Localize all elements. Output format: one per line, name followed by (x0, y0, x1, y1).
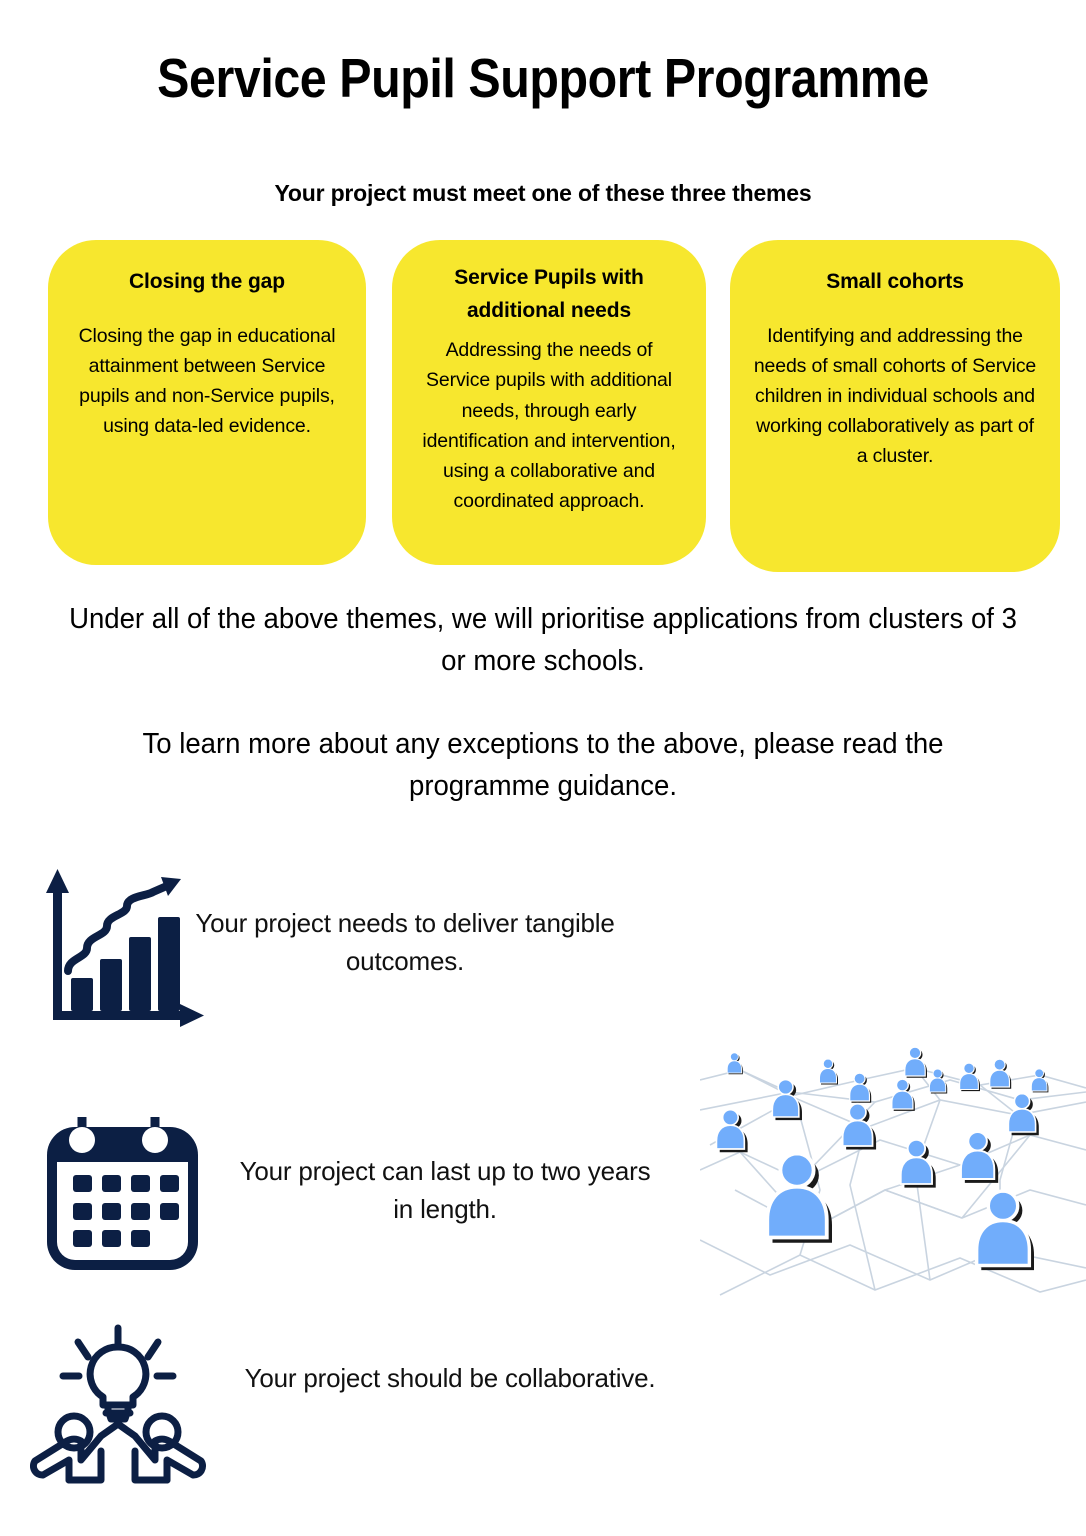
network-person-group-mid (716, 1080, 1038, 1188)
theme-cards-container (0, 240, 1086, 575)
criterion-row-duration (35, 1105, 655, 1285)
guidance-paragraph: To learn more about any exceptions to the above, please read the programme guidance. (142, 728, 944, 803)
theme-card-title: Service Pupils with additional needs (454, 266, 644, 322)
calendar-icon (35, 1105, 210, 1288)
criterion-label-outcomes: Your project needs to deliver tangible outcomes. (195, 908, 615, 976)
theme-card-title: Small cohorts (826, 270, 964, 293)
page-title: Service Pupil Support Programme (157, 47, 929, 109)
theme-card-body: Addressing the needs of Service pupils with additional needs, through early identification and intervention, using a collaborative and coordinated approach. (422, 339, 676, 513)
bar-chart-growth-icon (35, 865, 210, 1040)
theme-card-body: Identifying and addressing the needs of small cohorts of Service children in individual schools and working collaboratively as part of a cluster. (753, 324, 1037, 468)
theme-card-additional-needs (392, 240, 706, 565)
theme-card-title: Closing the gap (128, 270, 285, 293)
subtitle: Your project must meet one of these three themes (274, 180, 812, 206)
criterion-label-collaboration: Your project should be collaborative. (244, 1363, 656, 1393)
criterion-label-duration: Your project can last up to two years in length. (239, 1156, 651, 1224)
theme-card-body: Closing the gap in educational attainment between Service pupils and non-Service pupils, using data-led evidence. (78, 324, 336, 438)
lightbulb-collaboration-icon (25, 1320, 215, 1515)
theme-card-closing-the-gap (48, 240, 366, 565)
theme-card-small-cohorts (730, 240, 1060, 572)
criterion-row-outcomes (35, 865, 655, 1040)
people-network-illustration (700, 1040, 1086, 1312)
criterion-row-collaboration (25, 1320, 656, 1510)
priority-paragraph: Under all of the above themes, we will prioritise applications from clusters of 3 or more schools. (69, 603, 1017, 678)
